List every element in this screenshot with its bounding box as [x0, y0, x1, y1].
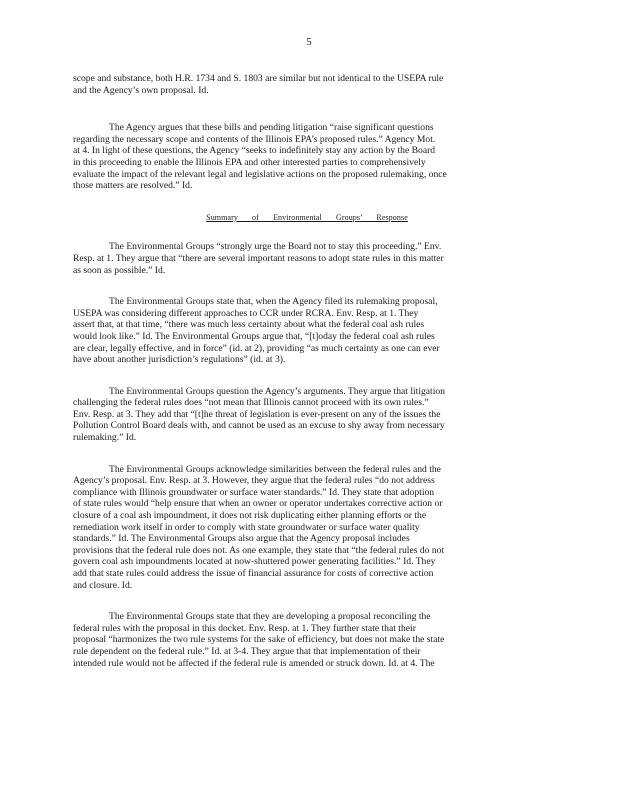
text-line: The Environmental Groups state that they are developing a proposal reconciling the: [109, 611, 431, 623]
text-line: compliance with Illinois groundwater or surface water standards.” Id. They state that adoption: [73, 486, 435, 498]
text-line: proposal “harmonizes the two rule systems for the sake of efficiency, but does not make the state: [73, 634, 445, 646]
text-line: scope and substance, both H.R. 1734 and S. 1803 are similar but not identical to the USEPA rule: [73, 73, 444, 84]
text-line: rule dependent on the federal rule.” Id. at 3-4. They argue that that implementation of their: [73, 645, 421, 657]
text-line: closure of a coal ash impoundment, it does not risk duplicating either planning efforts or the: [73, 510, 427, 522]
text-line: are clear, legally effective, and in force” (id. at 2), providing “as much certainty as one can ever: [73, 342, 440, 354]
text-line: evaluate the impact of the relevant legal and legislative actions on the proposed rulemaking, once: [73, 168, 447, 180]
text-line: those matters are resolved.” Id.: [73, 180, 193, 192]
text-line: The Environmental Groups “strongly urge the Board not to stay this proceeding.” Env.: [109, 241, 442, 253]
paragraph: [73, 73, 541, 96]
section-heading: Summary of Environmental Groups’ Response: [206, 212, 408, 222]
text-line: add that state rules could address the issue of financial assurance for costs of corrective action: [73, 568, 434, 579]
text-line: Resp. at 1. They argue that “there are several important reasons to adopt state rules in this matter: [73, 252, 444, 264]
text-line: The Environmental Groups acknowledge similarities between the federal rules and the: [109, 463, 441, 475]
text-line: and closure. Id.: [73, 579, 133, 591]
text-line: USEPA was considering different approaches to CCR under RCRA. Env. Resp. at 1. They: [73, 307, 419, 319]
paragraph: [73, 386, 541, 444]
text-line: federal rules with the proposal in this docket. Env. Resp. at 1. They further state that their: [73, 622, 416, 634]
paragraph: [73, 296, 541, 366]
text-line: of state rules would “help ensure that when an owner or operator undertakes corrective action or: [73, 498, 443, 510]
text-line: in this proceeding to enable the Illinois EPA and other interested parties to comprehensively: [73, 156, 426, 168]
paragraph: [73, 611, 541, 669]
text-line: Agency’s proposal. Env. Resp. at 3. However, they argue that the federal rules “do not address: [73, 475, 435, 487]
text-line: challenging the federal rules does “not mean that Illinois cannot proceed with its own rules.”: [73, 397, 429, 409]
text-line: would look like.” Id. The Environmental Groups argue that, “[t]oday the federal coal ash rules: [73, 330, 435, 342]
text-line: Pollution Control Board deals with, and cannot be used as an excuse to shy away from necessary: [73, 420, 445, 432]
text-line: provisions that the federal rule does not. As one example, they state that “the federal rules do not: [73, 544, 445, 556]
text-line: The Environmental Groups question the Agency’s arguments. They argue that litigation: [109, 385, 445, 397]
text-line: remediation work itself in order to comply with state groundwater or surface water quality: [73, 521, 420, 533]
text-line: Env. Resp. at 3. They add that “[t]he threat of legislation is ever-present on any of the issues the: [73, 408, 441, 420]
page-number: 5: [306, 37, 312, 48]
text-line: rulemaking.” Id.: [73, 432, 137, 444]
text-line: The Environmental Groups state that, when the Agency filed its rulemaking proposal,: [109, 296, 438, 308]
text-line: assert that, at that time, “there was much less certainty about what the federal coal ash rules: [73, 319, 425, 331]
paragraph: [73, 241, 541, 276]
text-line: and the Agency’s own proposal. Id.: [73, 84, 209, 96]
document-body: [73, 73, 541, 689]
text-line: The Agency argues that these bills and pending litigation “raise significant questions: [109, 122, 434, 134]
paragraph: [73, 122, 541, 192]
text-line: regarding the necessary scope and contents of the Illinois EPA’s proposed rules.” Agency Mot.: [73, 133, 436, 145]
text-line: govern coal ash impoundments located at now-shuttered power generating facilities.” Id. They: [73, 556, 436, 568]
text-line: as soon as possible.” Id.: [73, 264, 166, 276]
text-line: at 4. In light of these questions, the Agency “seeks to indefinitely stay any action by the Board: [73, 145, 436, 157]
text-line: standards.” Id. The Environmental Groups also argue that the Agency proposal includes: [73, 533, 410, 545]
paragraph: [73, 464, 541, 592]
text-line: have about another jurisdiction’s regulations” (id. at 3).: [73, 354, 286, 366]
text-line: intended rule would not be affected if the federal rule is amended or struck down. Id. at 4. The: [73, 657, 435, 669]
